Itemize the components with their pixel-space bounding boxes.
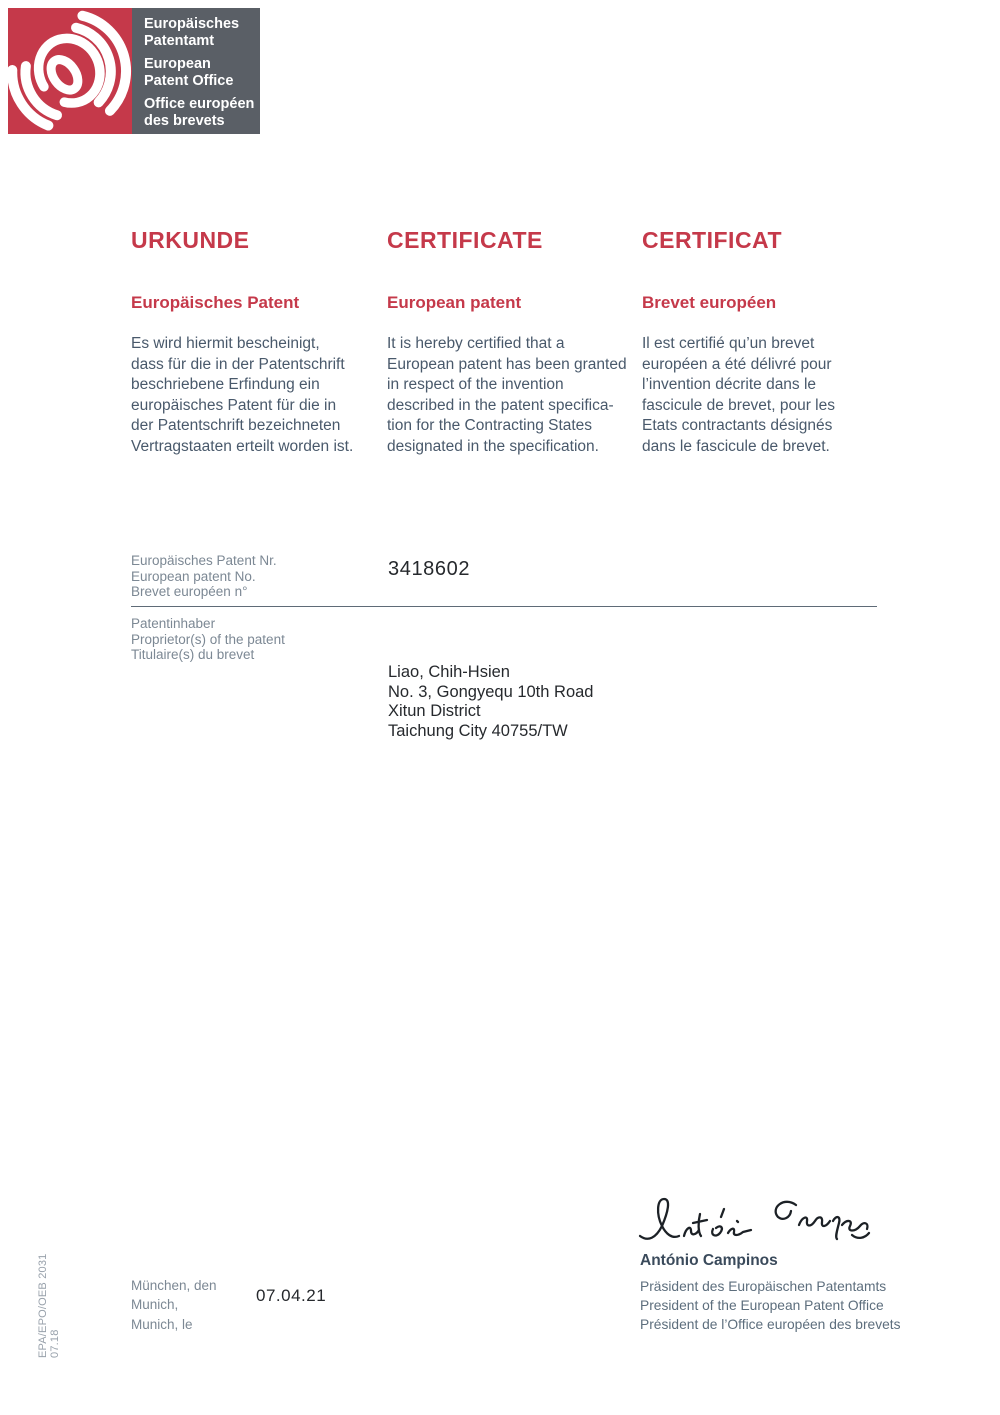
- org-name-fr: Office européen des brevets: [144, 96, 255, 129]
- epo-spiral-icon: [8, 8, 132, 134]
- certificate-title-fr: CERTIFICAT: [642, 227, 783, 253]
- certificate-body-de: Es wird hiermit bescheinigt, dass für die in der Patentschrift beschriebene Erfindung ein europäisches Patent für die in der Patentschrift bezeichneten Vertragstaaten erteilt worden ist.: [131, 335, 354, 455]
- certificate-body-en: It is hereby certified that a European patent has been granted in respect of the invention described in the patent specifica- tion for the Contracting States designated in the specification.: [387, 335, 627, 455]
- proprietor-value: Liao, Chih-Hsien No. 3, Gongyequ 10th Road Xitun District Taichung City 40755/TW: [388, 663, 594, 740]
- org-name-en: European Patent Office: [144, 56, 234, 89]
- patent-number-label: Europäisches Patent Nr. European patent No. Brevet européen n°: [131, 553, 277, 600]
- certificate-subtitle-fr: Brevet européen: [642, 293, 777, 312]
- certificate-title-de: URKUNDE: [131, 227, 250, 253]
- proprietor-label: Patentinhaber Proprietor(s) of the patent Titulaire(s) du brevet: [131, 616, 285, 663]
- form-code: EPA/EPO/OEB 2031 07.18: [37, 1253, 61, 1358]
- patent-number-value: 3418602: [388, 558, 471, 580]
- epo-logo-text-panel: [132, 8, 260, 134]
- certificate-subtitle-de: Europäisches Patent: [131, 293, 300, 312]
- issue-place-label: München, den Munich, Munich, le: [131, 1278, 217, 1332]
- certificate-subtitle-en: European patent: [387, 293, 522, 312]
- epo-logo: [8, 8, 260, 134]
- certificate-body-fr: Il est certifié qu’un brevet européen a été délivré pour l’invention décrite dans le fascicule de brevet, pour les Etats contractants désignés dans le fascicule de brevet.: [642, 335, 835, 455]
- column-german: [131, 227, 371, 467]
- signatory-name: António Campinos: [640, 1252, 778, 1269]
- certificate-title-en: CERTIFICATE: [387, 227, 543, 253]
- column-french: [642, 227, 882, 467]
- org-name-de: Europäisches Patentamt: [144, 16, 240, 49]
- epo-logo-red-panel: [8, 8, 132, 134]
- divider-rule: [131, 606, 877, 607]
- signatory-titles: Präsident des Europäischen Patentamts President of the European Patent Office Président de l’Office européen des brevets: [640, 1279, 901, 1332]
- signature-image: [636, 1194, 874, 1252]
- column-english: [387, 227, 627, 467]
- issue-date-value: 07.04.21: [256, 1286, 327, 1305]
